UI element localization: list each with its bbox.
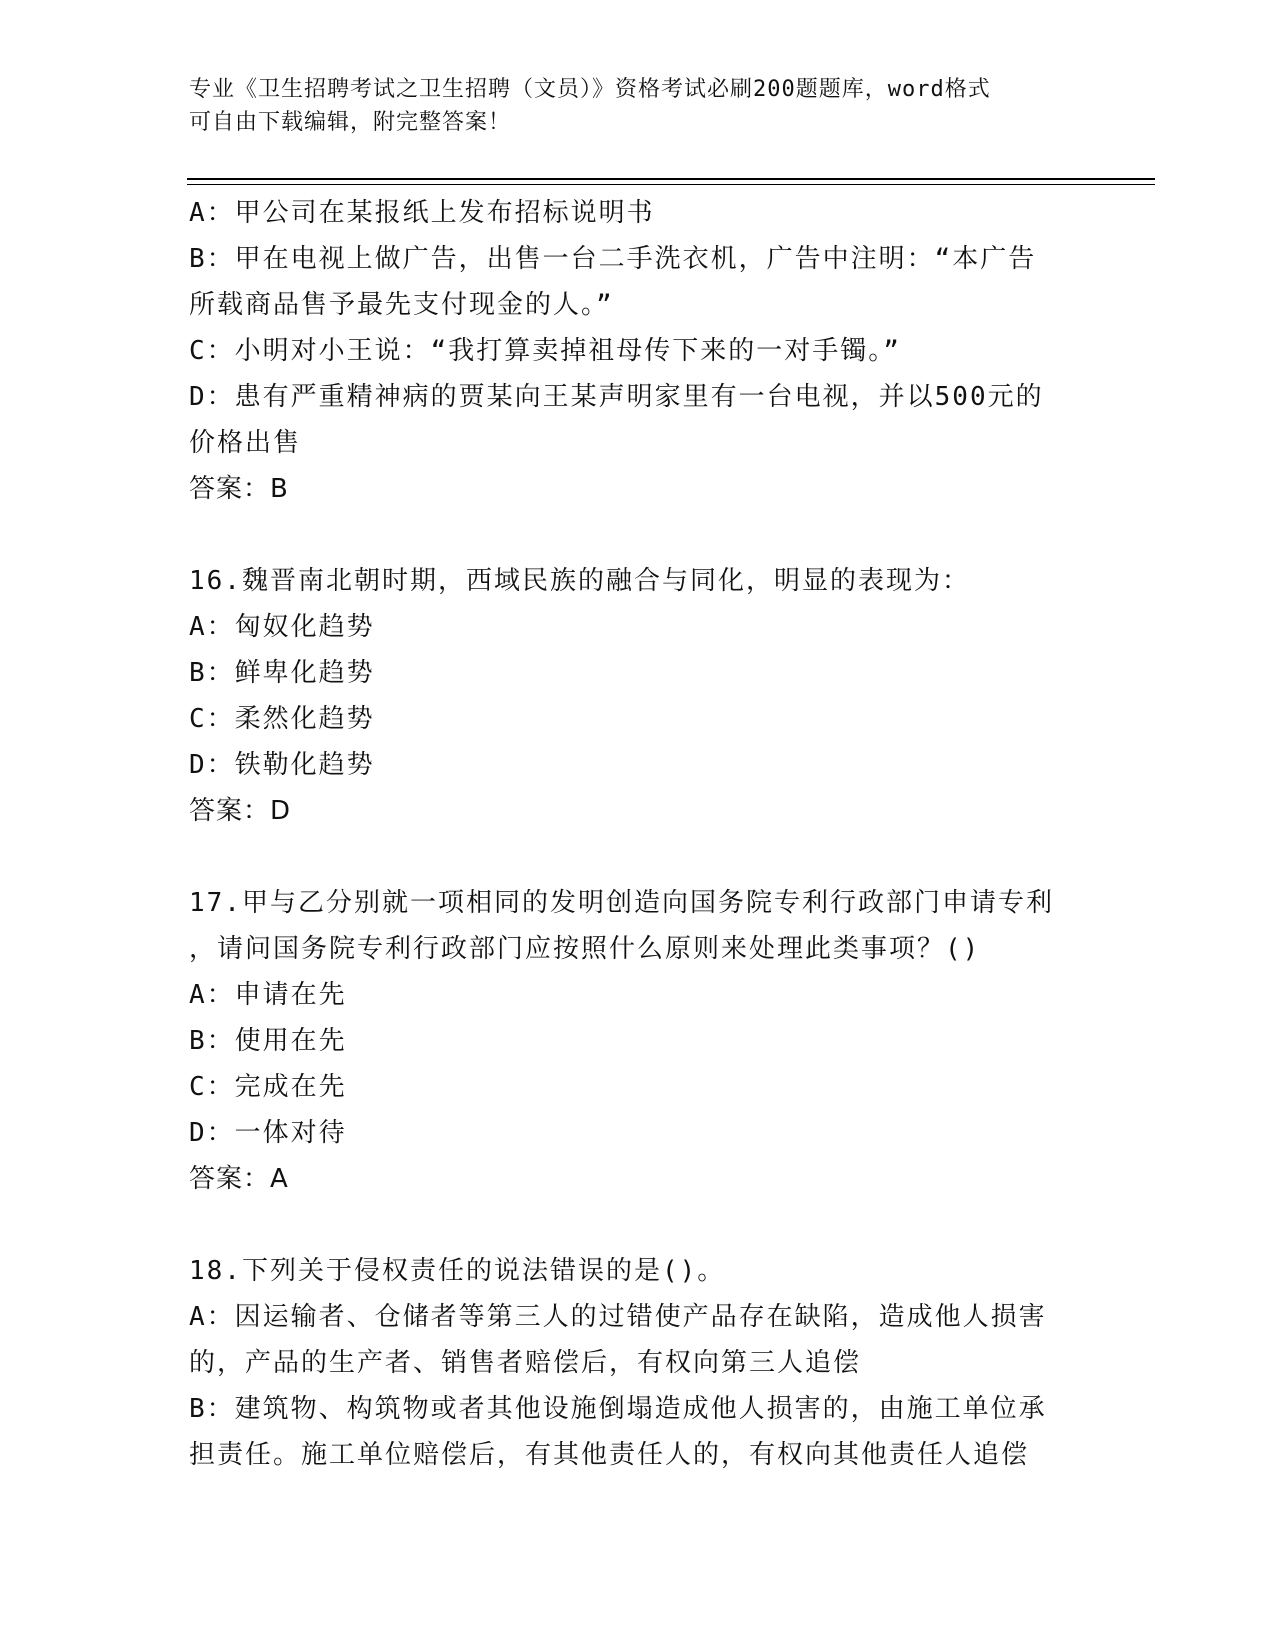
document-body [189,190,1089,1478]
spacer [189,1202,1089,1248]
header-divider-thin [187,184,1155,185]
q18-option-a-line-1: A：因运输者、仓储者等第三人的过错使产品存在缺陷，造成他人损害 [189,1302,1047,1332]
header-title-line-1: 专业《卫生招聘考试之卫生招聘（文员）》资格考试必刷200题题库，word格式 [189,77,991,102]
q17-option-c: C：完成在先 [189,1072,347,1102]
q16-option-c: C：柔然化趋势 [189,704,375,734]
question-15-block [189,190,1089,512]
q15-option-d-line-2: 价格出售 [189,428,302,458]
q15-option-d-line-1: D：患有严重精神病的贾某向王某声明家里有一台电视，并以500元的 [189,382,1044,412]
q17-stem-line-2: ，请问国务院专利行政部门应按照什么原则来处理此类事项？() [189,934,981,964]
spacer [189,834,1089,880]
header-divider-thick [187,178,1155,180]
q15-option-a: A：甲公司在某报纸上发布招标说明书 [189,198,655,228]
q17-stem-line-1: 17.甲与乙分别就一项相同的发明创造向国务院专利行政部门申请专利 [189,888,1054,918]
q16-option-d: D：铁勒化趋势 [189,750,375,780]
q16-answer: 答案：D [189,796,292,826]
q16-stem: 16.魏晋南北朝时期，西域民族的融合与同化，明显的表现为： [189,566,970,596]
question-16-block [189,558,1089,834]
q15-option-b-line-2: 所载商品售予最先支付现金的人。” [189,290,614,320]
spacer [189,512,1089,558]
q17-answer: 答案：A [189,1164,289,1194]
q15-option-b-line-1: B：甲在电视上做广告，出售一台二手洗衣机，广告中注明：“本广告 [189,244,1037,274]
q15-option-c: C：小明对小王说：“我打算卖掉祖母传下来的一对手镯。” [189,336,901,366]
q16-option-a: A：匈奴化趋势 [189,612,375,642]
question-17-block [189,880,1089,1202]
q17-option-d: D：一体对待 [189,1118,347,1148]
q17-option-b: B：使用在先 [189,1026,347,1056]
q15-answer: 答案：B [189,474,289,504]
document-header [189,73,1069,139]
q18-option-b-line-2: 担责任。施工单位赔偿后，有其他责任人的，有权向其他责任人追偿 [189,1440,1030,1470]
header-title-line-2: 可自由下载编辑，附完整答案！ [189,110,512,135]
q16-option-b: B：鲜卑化趋势 [189,658,375,688]
question-18-block [189,1248,1089,1478]
q18-option-a-line-2: 的，产品的生产者、销售者赔偿后，有权向第三人追偿 [189,1348,862,1378]
q18-stem: 18.下列关于侵权责任的说法错误的是()。 [189,1256,726,1286]
q18-option-b-line-1: B：建筑物、构筑物或者其他设施倒塌造成他人损害的，由施工单位承 [189,1394,1047,1424]
q17-option-a: A：申请在先 [189,980,347,1010]
